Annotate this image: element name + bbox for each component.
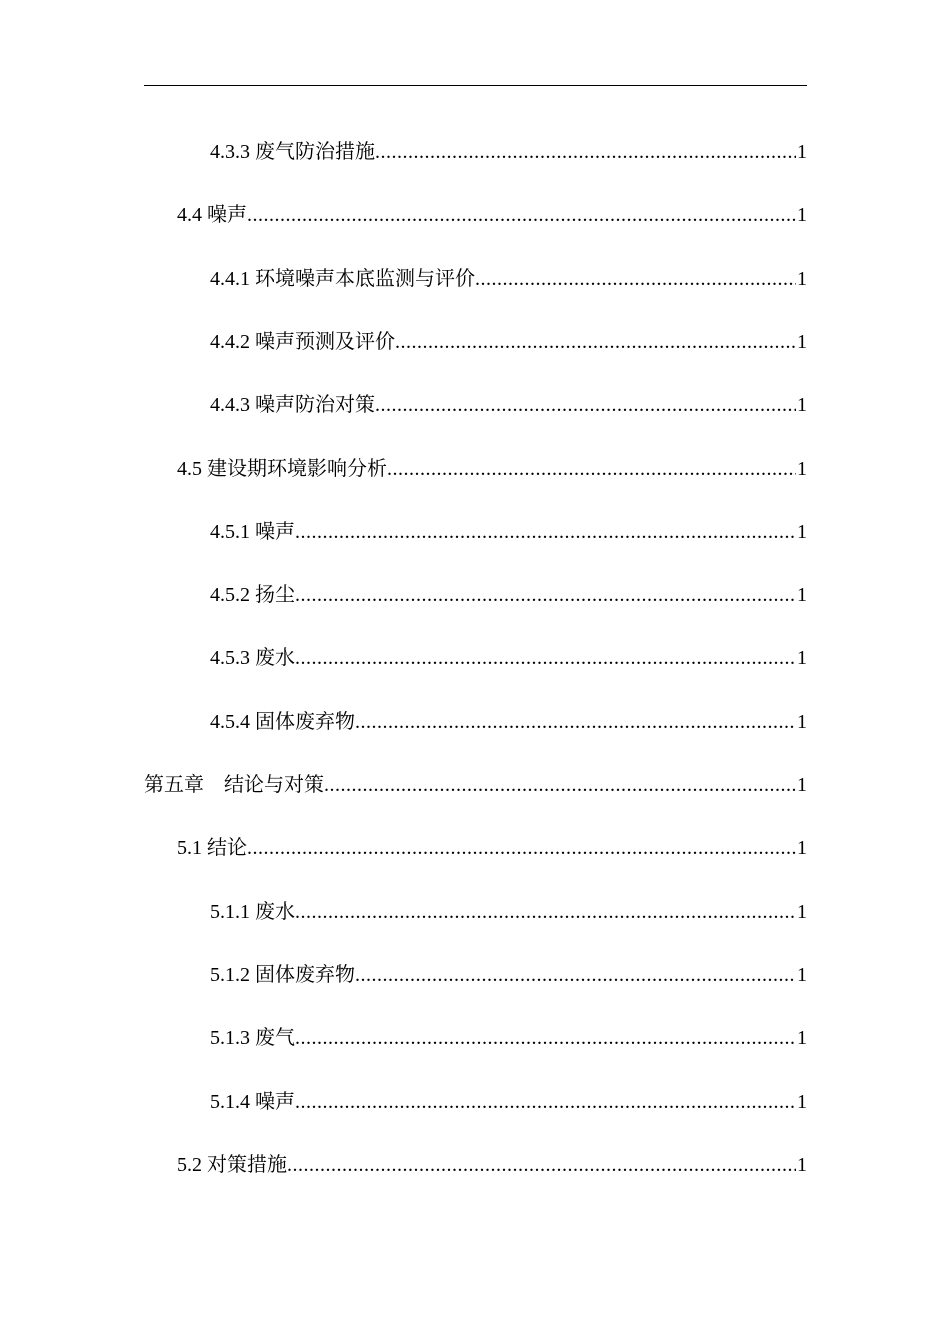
toc-page-number: 1 (797, 267, 807, 290)
toc-page-number: 1 (797, 1090, 807, 1113)
toc-dot-leader (375, 390, 796, 420)
toc-entry-title: 4.5.4 固体废弃物 (210, 710, 355, 733)
toc-entry-title: 第五章 结论与对策 (144, 774, 324, 796)
toc-entry[interactable] (210, 897, 807, 927)
toc-entry-title: 4.3.3 废气防治措施 (210, 141, 375, 163)
toc-dot-leader (355, 707, 796, 737)
toc-page-number: 1 (797, 837, 807, 860)
toc-dot-leader (247, 833, 796, 863)
toc-dot-leader (295, 643, 796, 673)
toc-page-number: 1 (797, 774, 807, 796)
toc-page-number: 1 (797, 330, 807, 353)
toc-page-number: 1 (797, 1027, 807, 1050)
toc-entry-title: 4.4.1 环境噪声本底监测与评价 (210, 267, 475, 290)
header-rule (144, 85, 807, 86)
toc-entry[interactable] (210, 264, 807, 294)
toc-page-number: 1 (797, 584, 807, 607)
toc-dot-leader (324, 770, 796, 800)
toc-entry[interactable] (177, 454, 807, 484)
toc-entry[interactable] (210, 517, 807, 547)
toc-dot-leader (287, 1150, 796, 1180)
toc-entry-title: 4.4 噪声 (177, 204, 247, 227)
toc-entry[interactable] (210, 1087, 807, 1117)
toc-entry-title: 5.1.2 固体废弃物 (210, 963, 355, 986)
toc-dot-leader (295, 1023, 796, 1053)
toc-entry[interactable] (144, 770, 807, 800)
toc-entry[interactable] (210, 137, 807, 167)
toc-entry-title: 5.1.3 废气 (210, 1027, 295, 1050)
toc-dot-leader (387, 454, 796, 484)
toc-entry-title: 5.2 对策措施 (177, 1153, 287, 1176)
toc-entry-title: 4.5.3 废水 (210, 647, 295, 670)
toc-entry[interactable] (210, 390, 807, 420)
toc-page-number: 1 (797, 963, 807, 986)
toc-dot-leader (295, 1087, 796, 1117)
toc-entry-title: 4.5.2 扬尘 (210, 584, 295, 607)
toc-page-number: 1 (797, 520, 807, 543)
toc-page-number: 1 (797, 141, 807, 163)
toc-dot-leader (295, 897, 796, 927)
toc-entry[interactable] (177, 200, 807, 230)
toc-entry-title: 4.5.1 噪声 (210, 520, 295, 543)
toc-entry[interactable] (210, 707, 807, 737)
toc-entry[interactable] (210, 580, 807, 610)
toc-page-number: 1 (797, 457, 807, 480)
toc-entry[interactable] (210, 960, 807, 990)
toc-entry-title: 4.4.2 噪声预测及评价 (210, 330, 395, 353)
toc-entry-title: 4.5 建设期环境影响分析 (177, 457, 387, 480)
toc-page-number: 1 (797, 647, 807, 670)
toc-page-number: 1 (797, 1153, 807, 1176)
toc-entry-title: 4.4.3 噪声防治对策 (210, 394, 375, 417)
toc-entry-title: 5.1 结论 (177, 837, 247, 860)
toc-dot-leader (247, 200, 796, 230)
toc-dot-leader (295, 517, 796, 547)
toc-entry-title: 5.1.1 废水 (210, 900, 295, 923)
toc-dot-leader (355, 960, 796, 990)
toc-page-number: 1 (797, 204, 807, 227)
toc-dot-leader (475, 264, 796, 294)
toc-entry[interactable] (210, 643, 807, 673)
toc-entry[interactable] (177, 833, 807, 863)
toc-page-number: 1 (797, 710, 807, 733)
toc-page-number: 1 (797, 394, 807, 417)
toc-entry[interactable] (177, 1150, 807, 1180)
toc-entry[interactable] (210, 1023, 807, 1053)
toc-entry[interactable] (210, 327, 807, 357)
toc-entry-title: 5.1.4 噪声 (210, 1090, 295, 1113)
toc-dot-leader (375, 137, 796, 167)
toc-page-number: 1 (797, 900, 807, 923)
toc-dot-leader (395, 327, 796, 357)
toc-dot-leader (295, 580, 796, 610)
